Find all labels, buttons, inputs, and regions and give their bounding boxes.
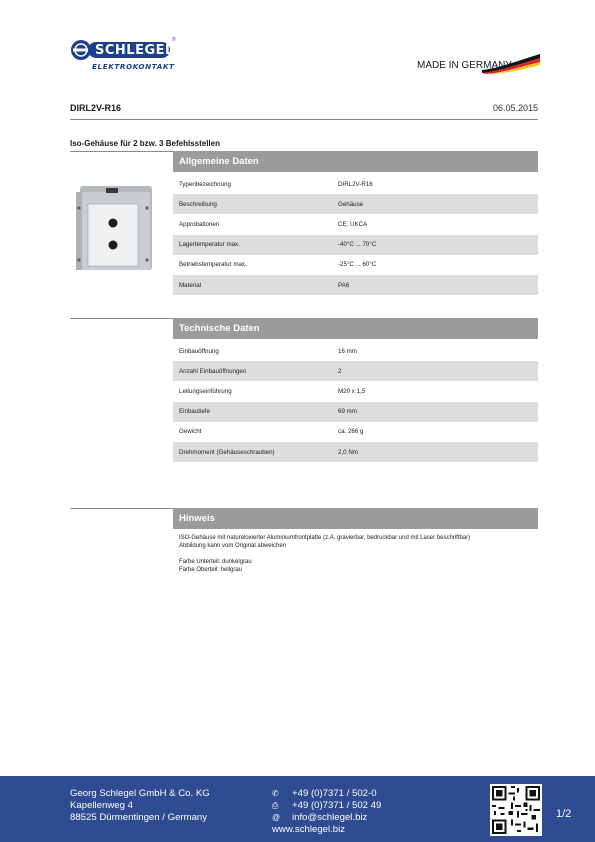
- company-address: [70, 788, 210, 824]
- note-line: Abbildung kann vom Original abweichen: [179, 543, 287, 550]
- row-label: Betriebstemperatur max.: [179, 261, 247, 269]
- company-name: Georg Schlegel GmbH & Co. KG: [70, 788, 210, 799]
- section-rule: [70, 151, 173, 152]
- row-label: Beschreibung: [179, 200, 217, 208]
- row-label: Material: [179, 281, 202, 289]
- header-divider: [70, 119, 538, 120]
- note-line: Farbe Oberteil: hellgrau: [179, 567, 243, 574]
- company-logo: [70, 39, 180, 73]
- note-line: ISO-Gehäuse mit natureloxierter Aluminiumfrontplatte (z.A. gravierbar, bedruckbar und mit Laser beschriftbar): [179, 535, 471, 541]
- city: 88525 Dürmentingen / Germany: [70, 812, 208, 823]
- table-row: [173, 275, 538, 295]
- product-subtitle: Iso-Gehäuse für 2 bzw. 3 Befehlsstellen: [70, 139, 220, 148]
- row-value: 2: [338, 367, 342, 375]
- section-header-general: Allgemeine Daten: [173, 151, 538, 172]
- row-value: CE, UKCA: [338, 220, 368, 228]
- general-data-table: [173, 174, 538, 295]
- row-value: -25°C ... 60°C: [338, 261, 377, 269]
- section-header-note: Hinweis: [173, 508, 538, 529]
- email-link[interactable]: info@schlegel.biz: [292, 812, 368, 823]
- fax-icon: ⎙: [272, 801, 279, 810]
- row-value: 69 mm: [338, 408, 357, 416]
- row-label: Approbationen: [179, 220, 220, 228]
- table-row: [173, 194, 538, 214]
- row-label: Einbautiefe: [179, 408, 210, 416]
- row-value: -40°C ... 70°C: [338, 241, 377, 249]
- row-value: M20 x 1,5: [338, 387, 366, 395]
- row-value: 2,0 Nm: [338, 448, 358, 456]
- table-row: [173, 214, 538, 234]
- footer: [0, 776, 595, 842]
- contact-block: [272, 788, 381, 836]
- note-line: Farbe Unterteil: dunkelgrau: [179, 558, 252, 565]
- logo-text: SCHLEGEL: [95, 43, 174, 58]
- registered-mark: ®: [172, 37, 176, 43]
- row-label: Drehmoment (Gehäuseschrauben): [179, 448, 275, 456]
- email-icon: @: [272, 813, 281, 822]
- document-date: 06.05.2015: [492, 103, 538, 113]
- section-rule: [70, 508, 173, 509]
- made-in-germany: MADE IN GERMANY: [417, 60, 513, 71]
- row-label: Typenbezeichnung: [179, 180, 231, 188]
- product-image: [76, 184, 156, 272]
- document-id: DIRL2V-R16: [70, 103, 122, 113]
- table-row: [173, 341, 538, 361]
- row-value: Gehäuse: [338, 200, 364, 208]
- technical-data-table: [173, 341, 538, 462]
- phone-number[interactable]: +49 (0)7371 / 502-0: [292, 788, 377, 799]
- fax-number: +49 (0)7371 / 502 49: [292, 800, 382, 811]
- row-label: Leitungseinführung: [179, 387, 232, 395]
- logo-subtitle: ELEKTROKONTAKT: [92, 62, 175, 71]
- section-rule: [70, 318, 173, 319]
- row-label: Gewicht: [179, 428, 202, 436]
- street: Kapellenweg 4: [70, 800, 133, 811]
- table-row: [173, 235, 538, 255]
- website-link[interactable]: www.schlegel.biz: [272, 824, 346, 835]
- phone-icon: ✆: [272, 789, 279, 798]
- section-header-technical: Technische Daten: [173, 318, 538, 339]
- row-value: PA6: [338, 281, 350, 289]
- table-row: [173, 361, 538, 381]
- row-label: Einbauöffnung: [179, 347, 219, 355]
- row-value: DIRL2V-R16: [338, 180, 373, 188]
- note-text: [179, 534, 534, 575]
- table-row: [173, 381, 538, 401]
- table-row: [173, 174, 538, 194]
- row-value: ca. 266 g: [338, 428, 364, 436]
- table-row: [173, 422, 538, 442]
- table-row: [173, 442, 538, 462]
- row-label: Anzahl Einbauöffnungen: [179, 367, 247, 375]
- page-number: 1/2: [556, 808, 572, 820]
- table-row: [173, 402, 538, 422]
- table-row: [173, 255, 538, 275]
- qr-code-icon: [490, 784, 542, 836]
- row-label: Lagertemperatur max.: [179, 241, 240, 249]
- row-value: 16 mm: [338, 347, 357, 355]
